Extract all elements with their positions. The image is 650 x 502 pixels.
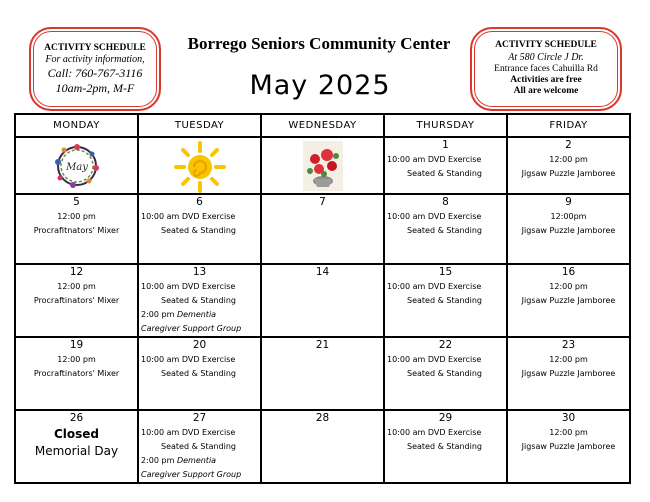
day-number: 22 bbox=[438, 339, 453, 351]
day-number: 12 bbox=[69, 266, 84, 278]
event-time: 12:00 pm bbox=[549, 428, 588, 437]
day-cell-29 bbox=[384, 410, 507, 483]
cell-image-wreath bbox=[15, 137, 138, 194]
day-cell-15 bbox=[384, 264, 507, 337]
right-box-free: Activities are free bbox=[510, 75, 582, 85]
sun-icon bbox=[170, 141, 230, 193]
day-cell-26 bbox=[15, 410, 138, 483]
event-detail: Seated & Standing bbox=[161, 442, 236, 451]
event-detail: Seated & Standing bbox=[407, 226, 482, 235]
event-detail: Jigsaw Puzzle Jamboree bbox=[521, 442, 616, 451]
left-info-box bbox=[29, 27, 161, 111]
day-number: 16 bbox=[561, 266, 576, 278]
flower-bouquet-icon bbox=[303, 141, 343, 191]
event-detail: Seated & Standing bbox=[407, 169, 482, 178]
event-time: 10:00 am DVD Exercise bbox=[141, 282, 236, 291]
right-box-entrance: Entrance faces Cahuilla Rd bbox=[494, 63, 598, 74]
day-cell-21 bbox=[261, 337, 384, 410]
event-time: 10:00 am DVD Exercise bbox=[387, 355, 482, 364]
right-box-heading: ACTIVITY SCHEDULE bbox=[495, 40, 597, 51]
day-number: 13 bbox=[192, 266, 207, 278]
day-number: 19 bbox=[69, 339, 84, 351]
event-time: 10:00 am DVD Exercise bbox=[141, 428, 236, 437]
week-row-2 bbox=[15, 194, 630, 264]
day-cell-16 bbox=[507, 264, 630, 337]
day-cell-2 bbox=[507, 137, 630, 194]
event-dementia-time: 2:00 pm bbox=[141, 456, 175, 465]
week-row-5 bbox=[15, 410, 630, 483]
event-time: 10:00 am DVD Exercise bbox=[141, 355, 236, 364]
left-box-hours: 10am-2pm, M-F bbox=[55, 80, 135, 95]
event-detail: Seated & Standing bbox=[407, 442, 482, 451]
event-time: 10:00 am DVD Exercise bbox=[141, 212, 236, 221]
day-cell-1 bbox=[384, 137, 507, 194]
event-time: 12:00pm bbox=[550, 212, 587, 221]
day-number: 7 bbox=[319, 196, 326, 208]
day-number: 29 bbox=[438, 412, 453, 424]
event-detail: Jigsaw Puzzle Jamboree bbox=[521, 296, 616, 305]
right-box-welcome: All are welcome bbox=[513, 86, 579, 97]
event-detail: Seated & Standing bbox=[407, 296, 482, 305]
day-number: 20 bbox=[192, 339, 207, 351]
event-detail: Procrafitnators' Mixer bbox=[33, 226, 120, 235]
right-info-box bbox=[470, 27, 622, 111]
event-detail: Procraftinators' Mixer bbox=[33, 296, 120, 305]
header-wednesday: WEDNESDAY bbox=[261, 114, 384, 137]
month-title: May 2025 bbox=[249, 70, 391, 101]
event-detail: Seated & Standing bbox=[161, 369, 236, 378]
cell-image-sun bbox=[138, 137, 261, 194]
day-cell-27 bbox=[138, 410, 261, 483]
header-monday: MONDAY bbox=[15, 114, 138, 137]
event-time: 10:00 am DVD Exercise bbox=[387, 428, 482, 437]
event-dementia bbox=[139, 308, 260, 322]
right-box-address: At 580 Circle J Dr. bbox=[508, 51, 584, 63]
day-number: 8 bbox=[442, 196, 449, 208]
header-friday: FRIDAY bbox=[507, 114, 630, 137]
weekday-header-row bbox=[15, 114, 630, 137]
event-detail: Seated & Standing bbox=[161, 226, 236, 235]
closed-label: Closed bbox=[53, 427, 100, 441]
event-detail: Seated & Standing bbox=[407, 369, 482, 378]
wreath-icon bbox=[40, 141, 114, 191]
header-tuesday: TUESDAY bbox=[138, 114, 261, 137]
event-detail: Jigsaw Puzzle Jamboree bbox=[521, 169, 616, 178]
event-time: 12:00 pm bbox=[57, 212, 96, 221]
event-time: 12:00 pm bbox=[549, 282, 588, 291]
day-cell-23 bbox=[507, 337, 630, 410]
event-detail: Procraftinators' Mixer bbox=[33, 369, 120, 378]
day-cell-7 bbox=[261, 194, 384, 264]
event-dementia-time: 2:00 pm bbox=[141, 310, 175, 319]
day-cell-19 bbox=[15, 337, 138, 410]
event-caregiver: Caregiver Support Group bbox=[141, 324, 242, 333]
left-box-phone: Call: 760-767-3116 bbox=[47, 66, 143, 81]
event-time: 12:00 pm bbox=[57, 282, 96, 291]
event-time: 12:00 pm bbox=[549, 355, 588, 364]
left-box-heading: ACTIVITY SCHEDULE bbox=[44, 42, 146, 53]
day-number: 9 bbox=[565, 196, 572, 208]
day-number: 14 bbox=[315, 266, 330, 278]
cell-image-flowers bbox=[261, 137, 384, 194]
event-dementia-title: Dementia bbox=[176, 456, 217, 465]
event-time: 12:00 pm bbox=[57, 355, 96, 364]
day-cell-14 bbox=[261, 264, 384, 337]
day-cell-13 bbox=[138, 264, 261, 337]
event-detail: Jigsaw Puzzle Jamboree bbox=[521, 369, 616, 378]
day-number: 26 bbox=[69, 412, 84, 424]
day-cell-12 bbox=[15, 264, 138, 337]
day-number: 2 bbox=[565, 139, 572, 151]
day-number: 23 bbox=[561, 339, 576, 351]
day-cell-6 bbox=[138, 194, 261, 264]
header-thursday: THURSDAY bbox=[384, 114, 507, 137]
event-time: 10:00 am DVD Exercise bbox=[387, 282, 482, 291]
event-time: 10:00 am DVD Exercise bbox=[387, 212, 482, 221]
wreath-text: May bbox=[65, 162, 88, 173]
day-cell-22 bbox=[384, 337, 507, 410]
event-dementia-title: Dementia bbox=[176, 310, 217, 319]
day-number: 21 bbox=[315, 339, 330, 351]
day-cell-28 bbox=[261, 410, 384, 483]
week-row-1 bbox=[15, 137, 630, 194]
day-cell-30 bbox=[507, 410, 630, 483]
center-title: Borrego Seniors Community Center bbox=[187, 34, 451, 53]
day-number: 5 bbox=[73, 196, 80, 208]
week-row-4 bbox=[15, 337, 630, 410]
event-detail: Seated & Standing bbox=[161, 296, 236, 305]
week-row-3 bbox=[15, 264, 630, 337]
day-cell-5 bbox=[15, 194, 138, 264]
day-number: 1 bbox=[442, 139, 449, 151]
holiday-label: Memorial Day bbox=[34, 444, 119, 458]
day-number: 15 bbox=[438, 266, 453, 278]
day-number: 27 bbox=[192, 412, 207, 424]
calendar-grid bbox=[14, 113, 631, 484]
day-number: 30 bbox=[561, 412, 576, 424]
event-detail: Jigsaw Puzzle Jamboree bbox=[521, 226, 616, 235]
event-caregiver: Caregiver Support Group bbox=[141, 470, 242, 479]
event-dementia bbox=[139, 454, 260, 468]
event-time: 10:00 am DVD Exercise bbox=[387, 155, 482, 164]
day-cell-8 bbox=[384, 194, 507, 264]
event-time: 12:00 pm bbox=[549, 155, 588, 164]
left-box-info: For activity information, bbox=[45, 54, 145, 66]
day-number: 6 bbox=[196, 196, 203, 208]
day-number: 28 bbox=[315, 412, 330, 424]
day-cell-20 bbox=[138, 337, 261, 410]
day-cell-9 bbox=[507, 194, 630, 264]
